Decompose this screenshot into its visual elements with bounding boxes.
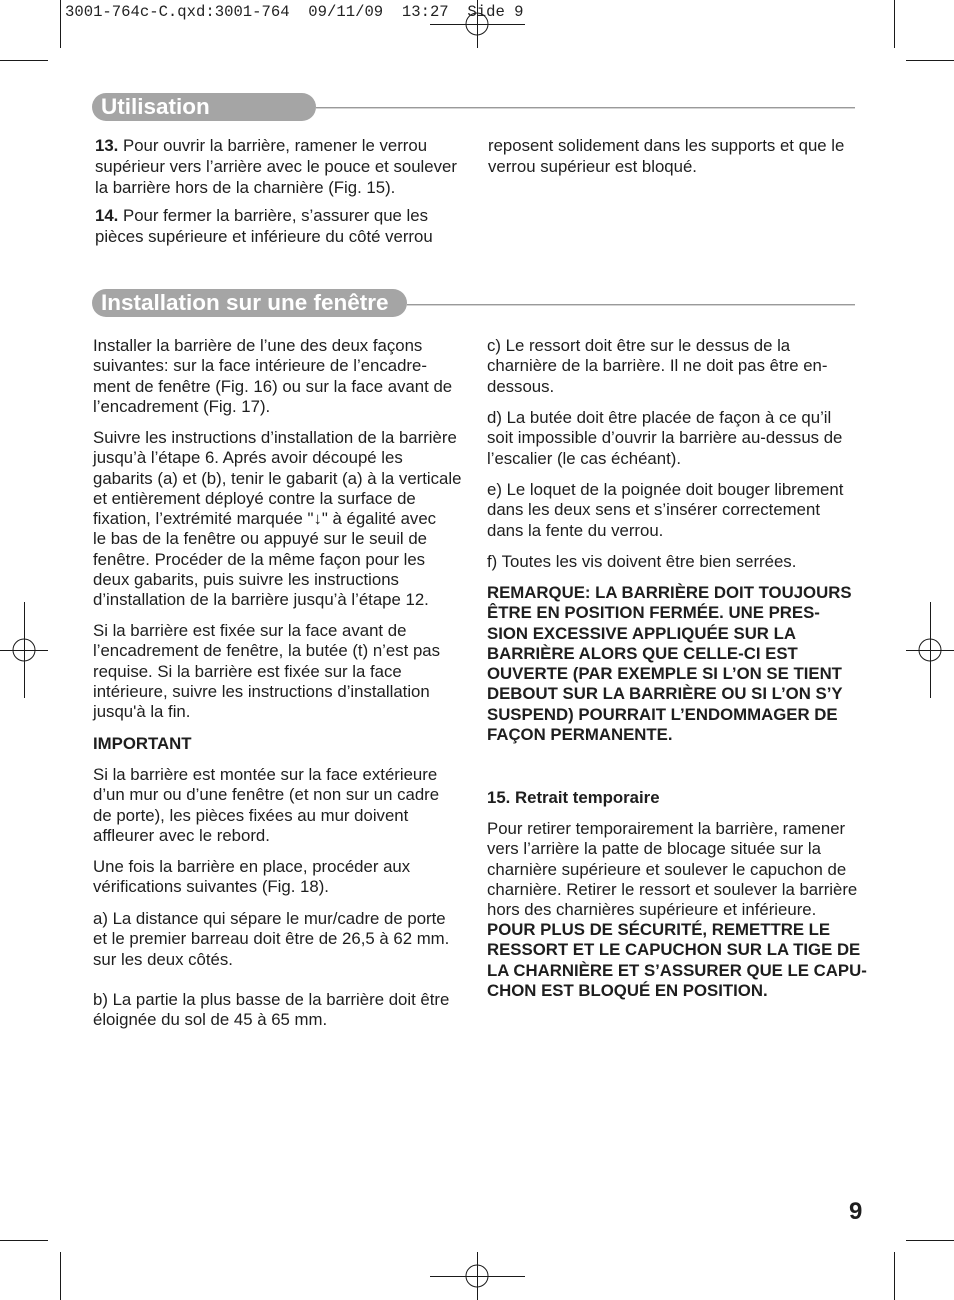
step-number: 14. [95, 206, 119, 225]
section-heading-utilisation: Utilisation [92, 93, 316, 121]
check-e [487, 480, 843, 541]
remarque-warning [487, 583, 852, 745]
step-number: 13. [95, 136, 119, 155]
text-line: supérieur vers l’arrière avec le pouce et soulever [95, 156, 457, 176]
section-heading-installation: Installation sur une fenêtre [92, 289, 407, 317]
text-line: affleurer avec le rebord. [93, 825, 270, 845]
important-label: IMPORTANT [93, 734, 192, 753]
text-line: l’escalier (le cas échéant). [487, 448, 682, 468]
text-line: éloignée du sol de 45 à 65 mm. [93, 1010, 328, 1030]
text-line: intérieure, suivre les instructions d’installation [93, 681, 430, 701]
text-line: Pour retirer temporairement la barrière, ramener [487, 819, 846, 838]
paragraph-checks-intro [93, 857, 410, 898]
text-line: charnière supérieure et soulever le capuchon de [487, 859, 847, 879]
text-line: d’installation de la barrière jusqu’à l’étape 12. [93, 590, 429, 610]
text-line: CHON EST BLOQUÉ EN POSITION. [487, 980, 768, 1000]
text-line: LA CHARNIÈRE ET S’ASSURER QUE LE CAPU- [487, 960, 867, 980]
text-line: SUSPEND) POURRAIT L’ENDOMMAGER DE [487, 704, 838, 724]
text-line: gabarits (a) et (b), tenir le gabarit (a) à la verticale [93, 468, 462, 488]
text-line: jusqu’à l’étape 6. Aprés avoir découpé les [93, 448, 403, 468]
text-line: DEBOUT SUR LA BARRIÈRE OU SI L’ON S’Y [487, 684, 843, 704]
text-line: requise. Si la barrière est fixée sur la face [93, 661, 402, 681]
text-line: d) La butée doit être placée de façon à ce qu’il [487, 408, 832, 427]
retrait-heading: 15. Retrait temporaire [487, 788, 660, 807]
text-line: l’encadrement de fenêtre, la butée (t) n’est pas [93, 641, 441, 661]
text-line: charnière de la barrière. Il ne doit pas être en- [487, 356, 828, 376]
text-line: suivantes: sur la face intérieure de l’encadre- [93, 356, 427, 376]
text-line: l’encadrement (Fig. 17). [93, 396, 271, 416]
text-line: jusqu'à la fin. [93, 702, 191, 722]
print-slug: 3001-764c-C.qxd:3001-764 09/11/09 13:27 Side 9 [65, 3, 524, 21]
paragraph-important [93, 765, 439, 846]
text-line: et le premier barreau doit être de 26,5 à 62 mm. [93, 929, 450, 949]
section-rule [316, 107, 855, 108]
text-line: ÊTRE EN POSITION FERMÉE. UNE PRES- [487, 603, 820, 623]
text-line: FAÇON PERMANENTE. [487, 725, 673, 745]
text-line: dans les deux sens et s’insérer correctement [487, 500, 820, 520]
text-line: verrou supérieur est bloqué. [488, 156, 697, 176]
text-line: le bas de la fenêtre ou appuyé sur le seuil de [93, 529, 427, 549]
securite-warning [487, 920, 867, 1001]
text-line: REMARQUE: LA BARRIÈRE DOIT TOUJOURS [487, 583, 852, 602]
text-line: et entièrement déployé contre la surface de [93, 488, 416, 508]
step-14-continued [488, 136, 844, 178]
text-line: sur les deux côtés. [93, 949, 233, 969]
text-line: la barrière hors de la charnière (Fig. 15). [95, 177, 396, 197]
text-line: fenêtre. Procéder de la même façon pour les [93, 549, 426, 569]
text-line: d’un mur ou d’une fenêtre (et non sur un cadre [93, 785, 440, 805]
text-line: Si la barrière est montée sur la face extérieure [93, 765, 438, 784]
text-line: pièces supérieure et inférieure du côté verrou [95, 226, 433, 246]
registration-mark-left [0, 602, 48, 698]
text-line: vers l’arrière la patte de blocage située sur la [487, 839, 821, 859]
check-b [93, 990, 449, 1031]
paragraph-instructions [93, 428, 461, 611]
text-line [95, 136, 457, 157]
text-line: charnière. Retirer le ressort et soulever la barrière [487, 879, 858, 899]
text-line: RESSORT ET LE CAPUCHON SUR LA TIGE DE [487, 940, 861, 960]
text-fragment: Pour ouvrir la barrière, ramener le verrou [123, 136, 428, 155]
section-rule [407, 304, 855, 305]
text-line: f) Toutes les vis doivent être bien serrées. [487, 552, 797, 571]
text-line: a) La distance qui sépare le mur/cadre de porte [93, 909, 446, 928]
text-line: vérifications suivantes (Fig. 18). [93, 877, 329, 897]
step-14 [95, 206, 433, 248]
text-line: Une fois la barrière en place, procéder aux [93, 857, 411, 876]
page-number: 9 [849, 1198, 863, 1225]
check-f [487, 552, 796, 572]
text-line: OUVERTE (PAR EXEMPLE SI L’ON SE TIENT [487, 664, 842, 684]
text-line: SION EXCESSIVE APPLIQUÉE SUR LA [487, 623, 796, 643]
text-line: dans la fente du verrou. [487, 520, 664, 540]
text-line: reposent solidement dans les supports et que le [488, 136, 845, 155]
text-line: de porte), les pièces fixées au mur doivent [93, 805, 409, 825]
text-line: fixation, l’extrémité marquée "↓" à égalité avec [93, 509, 437, 529]
text-line: deux gabarits, puis suivre les instructions [93, 570, 399, 590]
check-d [487, 408, 842, 469]
paragraph-butee-note [93, 621, 440, 722]
text-fragment: Pour fermer la barrière, s’assurer que les [123, 206, 428, 225]
check-a [93, 909, 449, 970]
text-line: soit impossible d’ouvrir la barrière au-dessus de [487, 428, 843, 448]
text-line [95, 206, 433, 227]
step-13 [95, 136, 457, 198]
paragraph-intro [93, 336, 452, 417]
text-line: Suivre les instructions d’installation de la barrière [93, 428, 457, 447]
text-line: c) Le ressort doit être sur le dessus de la [487, 336, 791, 355]
text-line: ment de fenêtre (Fig. 16) ou sur la face avant de [93, 376, 453, 396]
text-line: b) La partie la plus basse de la barrière doit être [93, 990, 450, 1009]
text-line: BARRIÈRE ALORS QUE CELLE-CI EST [487, 643, 798, 663]
paragraph-retrait [487, 819, 857, 920]
check-c [487, 336, 827, 397]
text-line: hors des charnières supérieure et inférieure. [487, 900, 817, 920]
text-line: e) Le loquet de la poignée doit bouger librement [487, 480, 844, 499]
registration-mark-bottom [430, 1252, 525, 1300]
text-line: Si la barrière est fixée sur la face avant de [93, 621, 407, 640]
registration-mark-right [906, 602, 954, 698]
text-line: dessous. [487, 376, 555, 396]
text-line: POUR PLUS DE SÉCURITÉ, REMETTRE LE [487, 920, 831, 939]
text-line: Installer la barrière de l’une des deux façons [93, 336, 423, 355]
